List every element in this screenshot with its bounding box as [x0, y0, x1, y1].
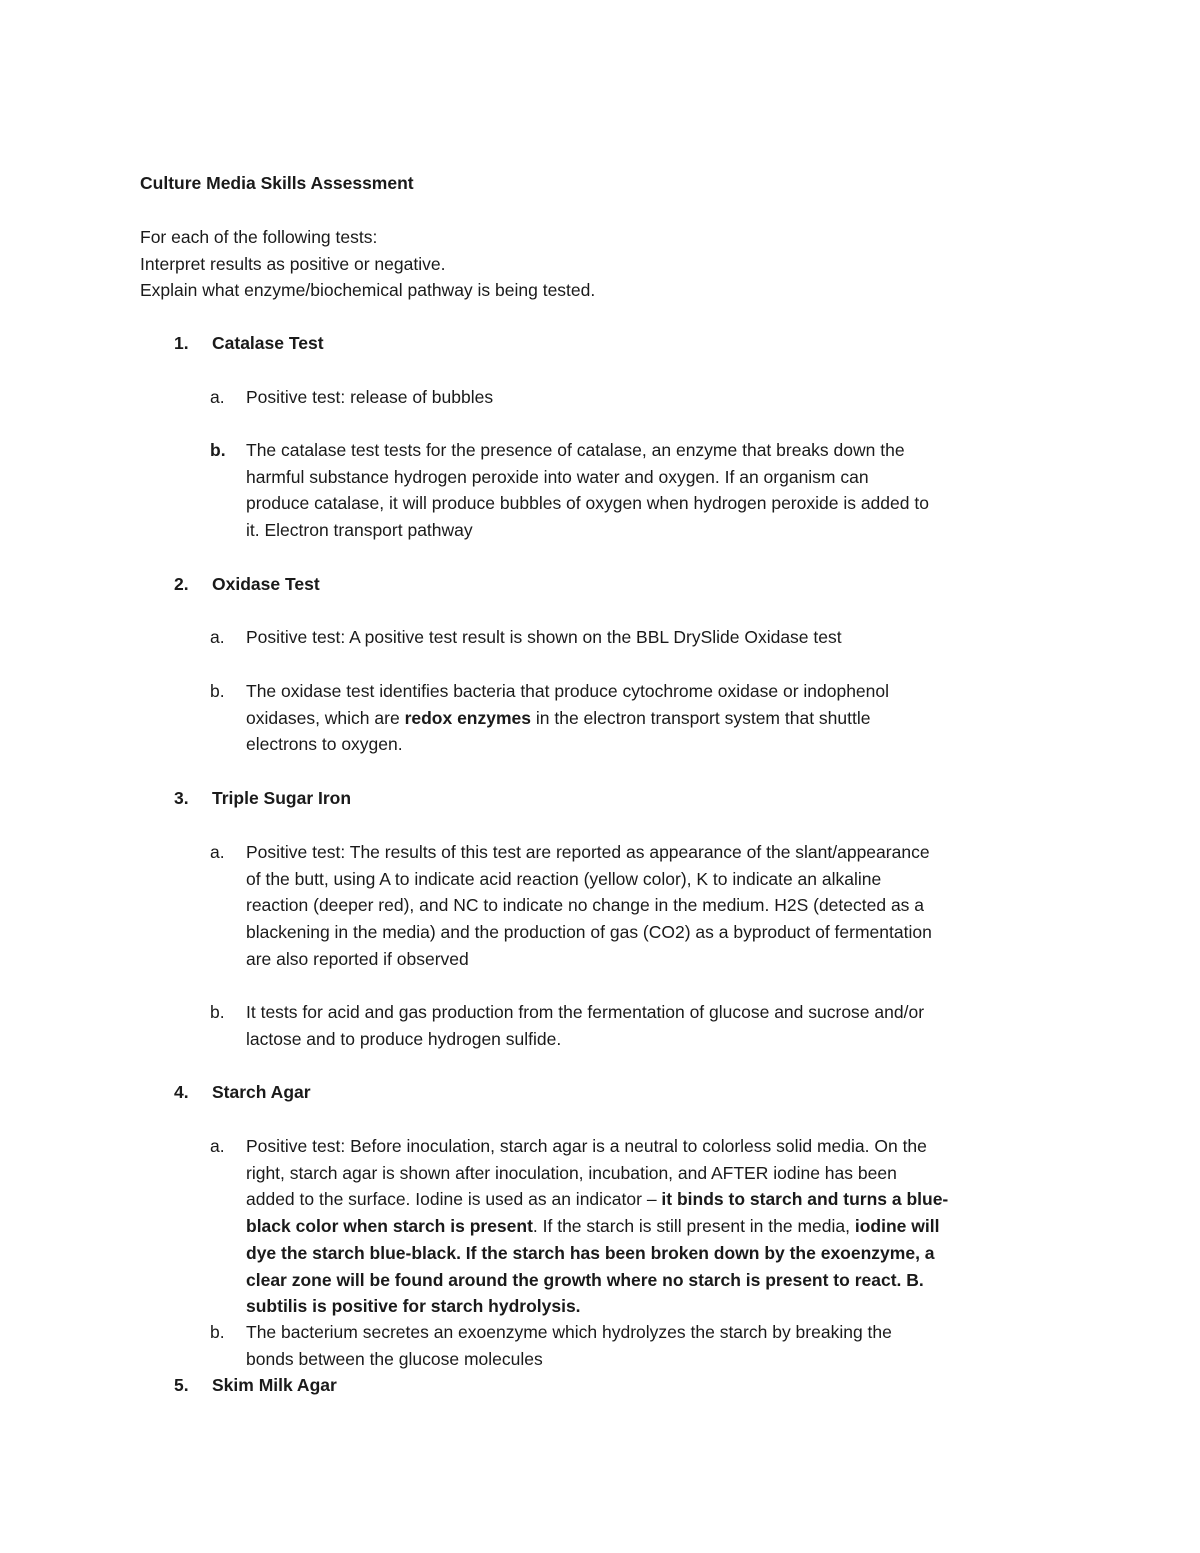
sub-item-text: dye the starch blue-black. If the starch has been broken down by the exoenzyme, a [246, 1242, 935, 1263]
sub-item-text: subtilis is positive for starch hydrolysis. [246, 1296, 581, 1317]
section-number: 1. [174, 333, 189, 353]
section-heading [140, 330, 1080, 357]
section-title: Triple Sugar Iron [212, 788, 352, 808]
sub-item-text: The catalase test tests for the presence of catalase, an enzyme that breaks down the [246, 440, 905, 460]
sub-item-text: The oxidase test identifies bacteria that produce cytochrome oxidase or indophenol [246, 681, 890, 701]
text-run: in the electron transport system that shuttle [531, 707, 871, 728]
emphasis-text: iodine will [854, 1216, 940, 1237]
sub-item-b [210, 437, 1061, 544]
sub-item-text: of the butt, using A to indicate acid reaction (yellow color), K to indicate an alkaline [246, 868, 882, 889]
section-number: 5. [174, 1375, 189, 1395]
sub-item-label: b. [210, 681, 225, 701]
sub-item-text: Positive test: A positive test result is shown on the BBL DrySlide Oxidase test [246, 627, 842, 647]
section-heading [140, 785, 1080, 812]
section-title: Catalase Test [212, 333, 324, 353]
sub-item-text: right, starch agar is shown after inoculation, incubation, and AFTER iodine has been [246, 1162, 897, 1183]
sub-item-text: Positive test: release of bubbles [246, 387, 494, 407]
sub-item-text: reaction (deeper red), and NC to indicate no change in the medium. H2S (detected as a [246, 895, 925, 916]
sub-item-text: harmful substance hydrogen peroxide into water and oxygen. If an organism can [246, 466, 869, 487]
sub-item-b [210, 999, 1061, 1052]
sub-item-a [210, 1133, 1061, 1320]
sub-item-label: b. [210, 440, 226, 460]
sub-item-text: it. Electron transport pathway [246, 520, 473, 541]
section-number: 3. [174, 788, 189, 808]
sub-item-text [246, 1213, 1061, 1240]
section-number: 4. [174, 1082, 189, 1102]
section-triple-sugar-iron [140, 785, 1080, 812]
sub-item-text: produce catalase, it will produce bubbles of oxygen when hydrogen peroxide is added to [246, 493, 929, 514]
sub-item-text: lactose and to produce hydrogen sulfide. [246, 1028, 562, 1049]
sub-item-text: The bacterium secretes an exoenzyme which hydrolyzes the starch by breaking the [246, 1322, 892, 1342]
sub-item-b [210, 678, 1061, 758]
sub-item-text [246, 1186, 1061, 1213]
text-run: . If the starch is still present in the media, [532, 1216, 855, 1237]
sub-item-label: b. [210, 1002, 225, 1022]
section-skim-milk-agar [140, 1372, 1080, 1399]
section-number: 2. [174, 574, 189, 594]
sub-item-label: b. [210, 1322, 225, 1342]
sub-item-text: are also reported if observed [246, 948, 469, 969]
sub-item-text: Positive test: Before inoculation, starch agar is a neutral to colorless solid media. On the [246, 1136, 927, 1156]
sub-item-text: bonds between the glucose molecules [246, 1348, 543, 1369]
sub-item-b [210, 1319, 1061, 1372]
sub-item-text: Positive test: The results of this test are reported as appearance of the slant/appearance [246, 842, 930, 862]
instruction-line: Interpret results as positive or negative. [140, 253, 446, 274]
emphasis-text: black color when starch is present [246, 1216, 533, 1237]
sub-item-label: a. [210, 387, 225, 407]
emphasis-text: redox enzymes [404, 707, 532, 728]
instruction-line: For each of the following tests: [140, 227, 378, 247]
section-heading [140, 1079, 1080, 1106]
text-run: oxidases, which are [246, 707, 405, 728]
section-oxidase-test [140, 571, 1080, 598]
document-title: Culture Media Skills Assessment [140, 173, 414, 193]
sub-item-text: electrons to oxygen. [246, 734, 403, 755]
instructions [140, 224, 1040, 304]
sub-item-text: clear zone will be found around the growth where no starch is present to react. B. [246, 1269, 924, 1290]
sub-item-text [246, 705, 1061, 732]
sub-item-a [210, 384, 1061, 411]
text-run: added to the surface. Iodine is used as an indicator – [246, 1189, 662, 1210]
sub-item-label: a. [210, 1136, 225, 1156]
instruction-line: Explain what enzyme/biochemical pathway is being tested. [140, 280, 596, 301]
section-title: Oxidase Test [212, 574, 320, 594]
section-catalase-test [140, 330, 1080, 357]
section-starch-agar [140, 1079, 1080, 1106]
sub-item-a [210, 624, 1061, 651]
section-title: Skim Milk Agar [212, 1375, 337, 1395]
section-title: Starch Agar [212, 1082, 311, 1102]
sub-item-label: a. [210, 842, 225, 862]
emphasis-text: it binds to starch and turns a blue- [661, 1189, 949, 1210]
sub-item-a [210, 839, 1061, 973]
sub-item-label: a. [210, 627, 225, 647]
section-heading [140, 1372, 1080, 1399]
sub-item-text: It tests for acid and gas production from the fermentation of glucose and sucrose and/or [246, 1002, 925, 1022]
section-heading [140, 571, 1080, 598]
sub-item-text: blackening in the media) and the production of gas (CO2) as a byproduct of fermentation [246, 922, 932, 943]
